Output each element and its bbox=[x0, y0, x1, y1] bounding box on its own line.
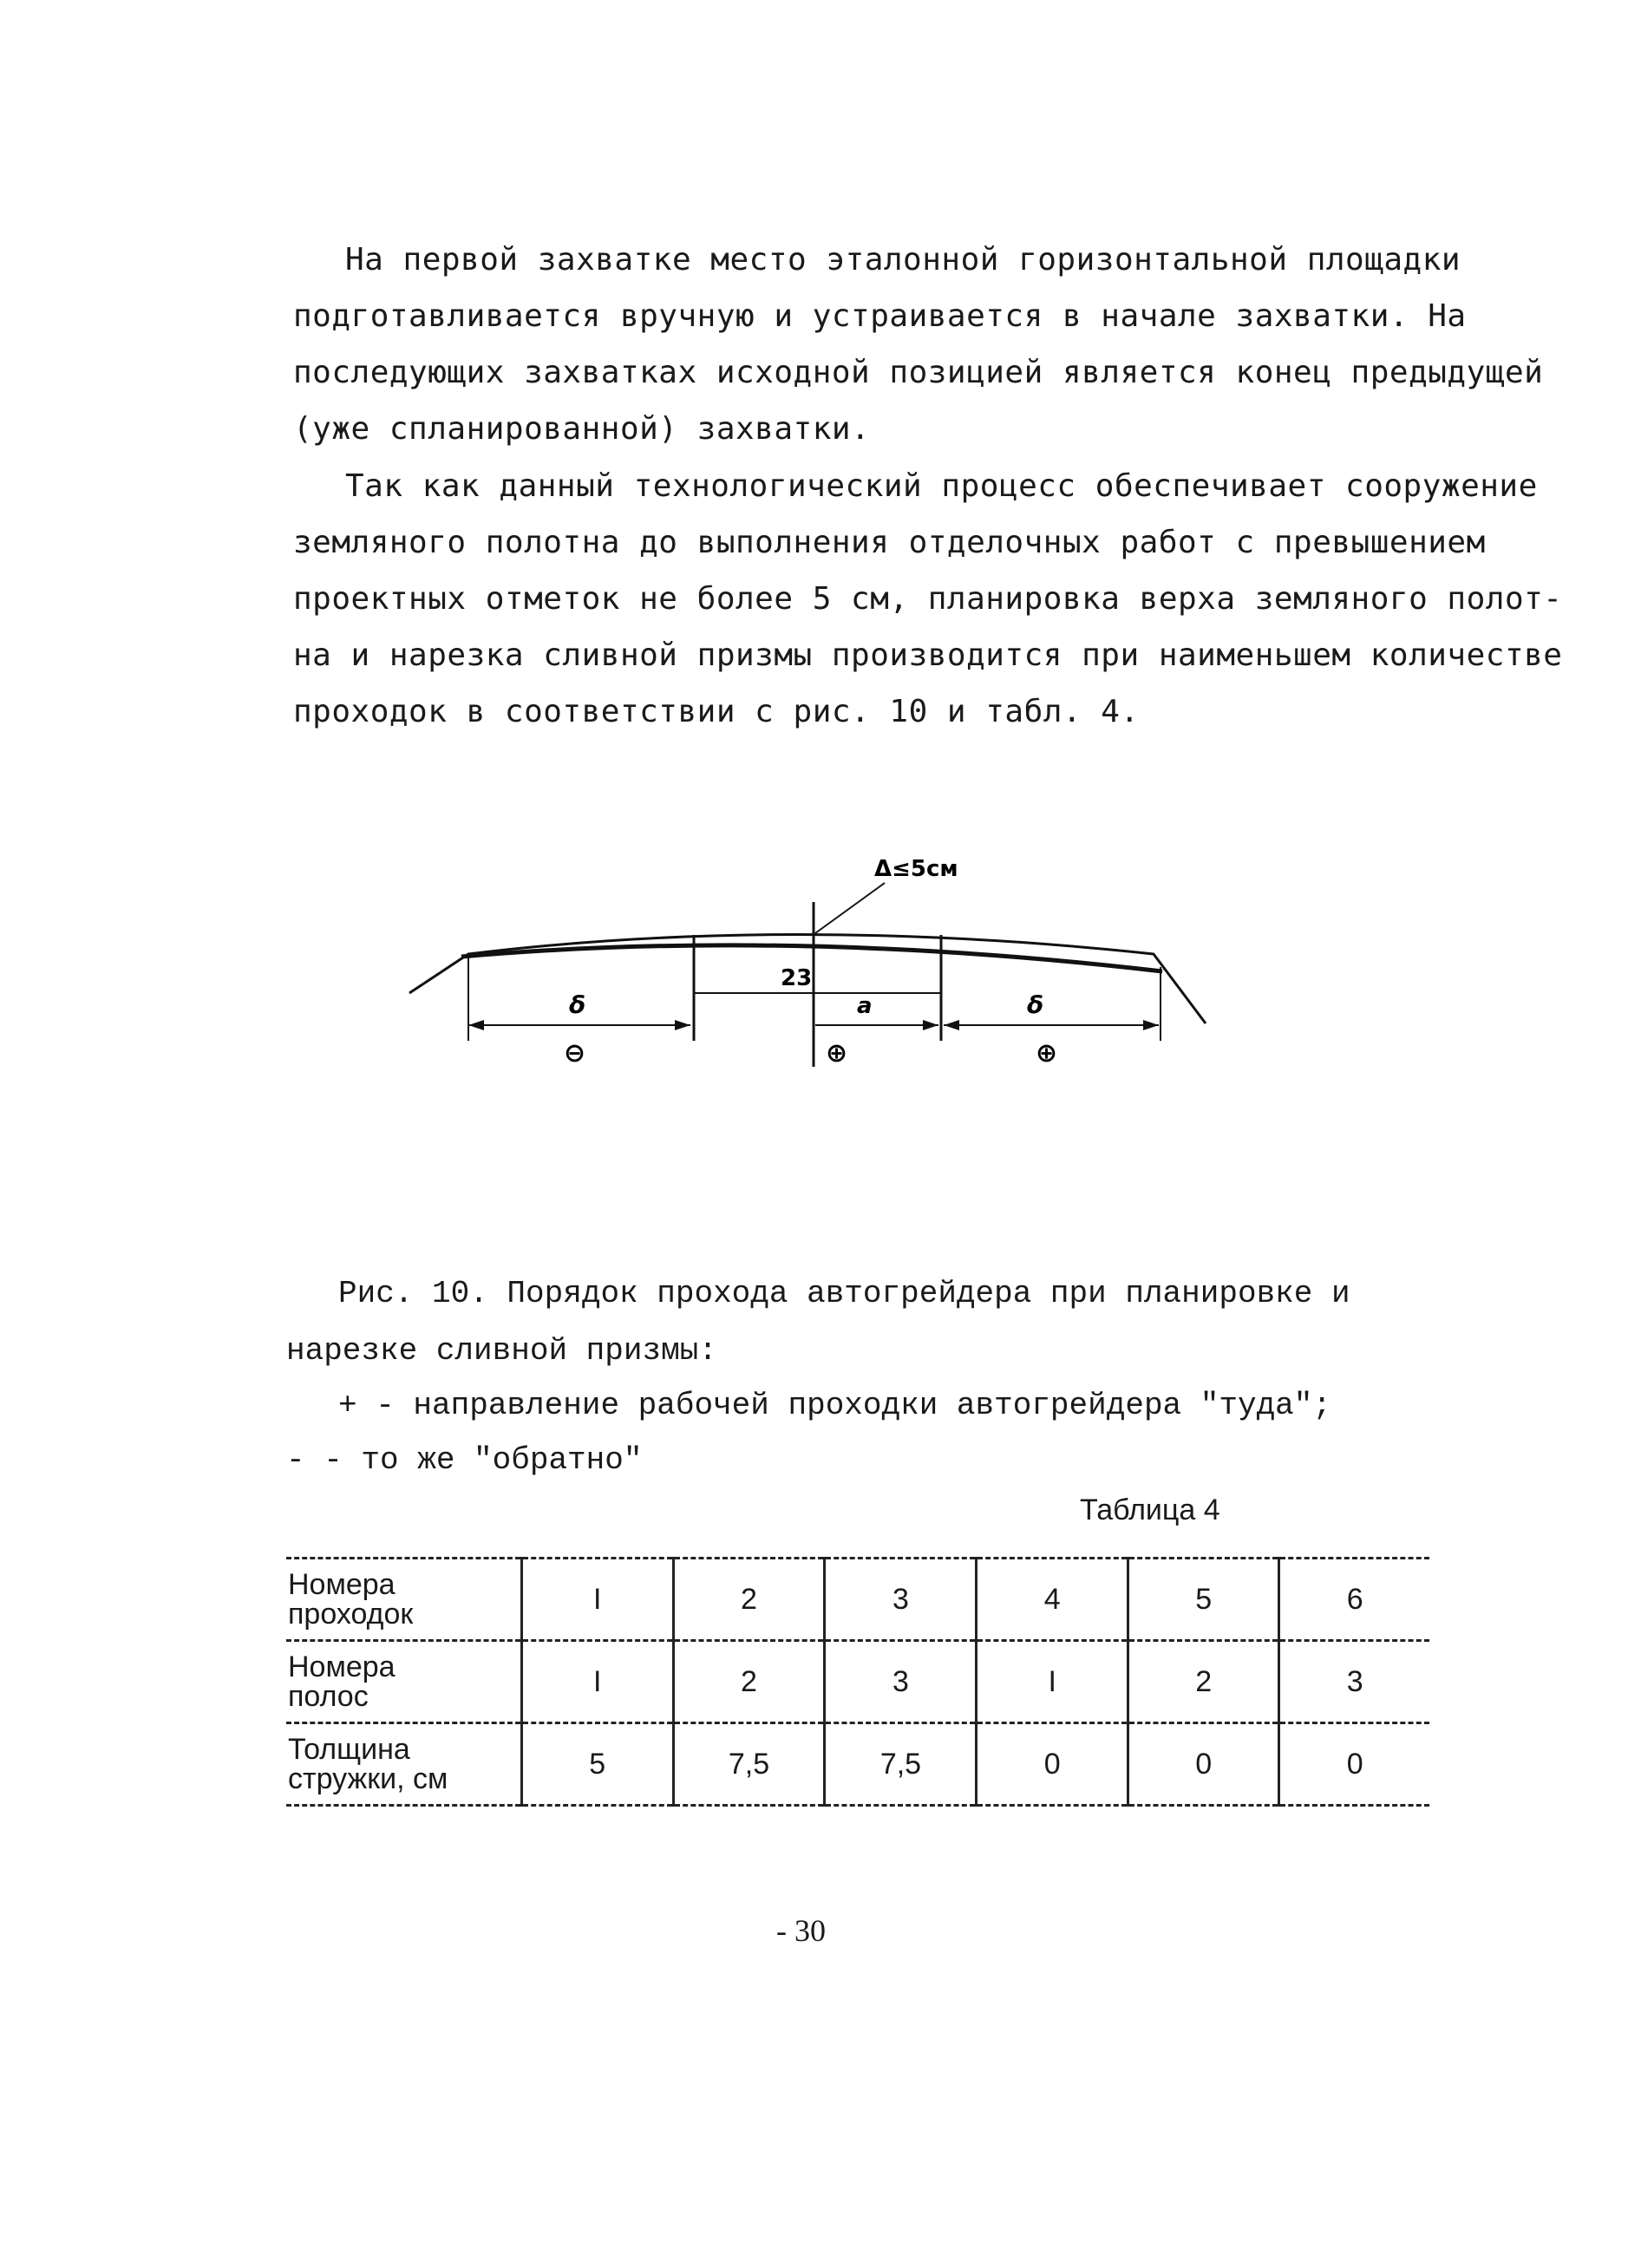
table-cell: 3 bbox=[825, 1641, 977, 1723]
table-cell: 4 bbox=[977, 1559, 1128, 1641]
table-cell: 3 bbox=[825, 1559, 977, 1641]
table-row-chip-thickness bbox=[286, 1723, 1429, 1806]
center-band-label: 23 bbox=[781, 965, 813, 991]
figure-grader-passes bbox=[399, 833, 1232, 1093]
row-header bbox=[286, 1723, 521, 1806]
right-arrow-head-end bbox=[1143, 1020, 1159, 1030]
table-title: Таблица 4 bbox=[1080, 1493, 1220, 1526]
row-header-line-1: Толщина bbox=[288, 1733, 410, 1766]
paragraph-1-line-3: последующих захватках исходной позицией является конец предыдущей bbox=[293, 355, 1544, 390]
row-header-line-1: Номера bbox=[288, 1650, 396, 1683]
right-arrow-head-start bbox=[944, 1020, 959, 1030]
paragraph-1-line-4: (уже спланированной) захватки. bbox=[293, 411, 871, 447]
table-cell: 2 bbox=[1128, 1641, 1279, 1723]
left-arrow-head-start bbox=[468, 1020, 484, 1030]
paragraph-2-line-1: Так как данный технологический процесс обеспечивает сооружение bbox=[345, 468, 1538, 504]
table-cell: 0 bbox=[1128, 1723, 1279, 1806]
paragraph-2-line-3: проектных отметок не более 5 см, планировка верха земляного полот- bbox=[293, 581, 1563, 617]
delta-label: Δ≤5см bbox=[874, 856, 958, 882]
row-header-line-1: Номера bbox=[288, 1568, 396, 1601]
center-arrow-head-end bbox=[923, 1020, 938, 1030]
page-number: - 30 bbox=[776, 1913, 826, 1948]
table-cell: 5 bbox=[1128, 1559, 1279, 1641]
table-cell: 7,5 bbox=[825, 1723, 977, 1806]
table-cell: I bbox=[977, 1641, 1128, 1723]
figure-diagram bbox=[399, 833, 1232, 1093]
table-row-strip-numbers bbox=[286, 1641, 1429, 1723]
caption-line-4: - - то же "обратно" bbox=[286, 1442, 643, 1478]
paragraph-2-line-5: проходок в соответствии с рис. 10 и табл. 4. bbox=[293, 694, 1140, 729]
center-direction-sign: ⊕ bbox=[826, 1038, 848, 1069]
table-cell: 7,5 bbox=[673, 1723, 825, 1806]
caption-line-2: нарезке сливной призмы: bbox=[286, 1333, 717, 1369]
row-header-line-2: проходок bbox=[288, 1598, 414, 1631]
table-cell: 0 bbox=[977, 1723, 1128, 1806]
table-cell: 3 bbox=[1279, 1641, 1429, 1723]
left-arrow-head-end bbox=[675, 1020, 690, 1030]
delta-leader-line bbox=[815, 883, 885, 933]
right-width-label: δ bbox=[1027, 990, 1044, 1019]
paragraph-2-line-4: на и нарезка сливной призмы производится при наименьшем количестве bbox=[293, 637, 1563, 673]
table-cell: I bbox=[521, 1559, 673, 1641]
paragraph-1-line-1: На первой захватке место эталонной горизонтальной площадки bbox=[345, 242, 1461, 278]
right-direction-sign: ⊕ bbox=[1036, 1038, 1058, 1069]
caption-line-1: Рис. 10. Порядок прохода автогрейдера при планировке и bbox=[338, 1276, 1350, 1311]
paragraph-1-line-2: подготавливается вручную и устраивается в начале захватки. На bbox=[293, 298, 1467, 334]
caption-line-3: + - направление рабочей проходки автогрейдера "туда"; bbox=[338, 1388, 1331, 1423]
table-cell: 6 bbox=[1279, 1559, 1429, 1641]
paragraph-2-line-2: земляного полотна до выполнения отделочных работ с превышением bbox=[293, 525, 1486, 560]
table-cell: 5 bbox=[521, 1723, 673, 1806]
left-width-label: δ bbox=[569, 990, 586, 1019]
table-cell: 2 bbox=[673, 1641, 825, 1723]
row-header bbox=[286, 1559, 521, 1641]
table-cell: I bbox=[521, 1641, 673, 1723]
table-cell: 2 bbox=[673, 1559, 825, 1641]
passes-table bbox=[286, 1557, 1429, 1807]
row-header-line-2: полос bbox=[288, 1680, 369, 1713]
left-direction-sign: ⊖ bbox=[564, 1038, 586, 1069]
table-row-pass-numbers bbox=[286, 1559, 1429, 1641]
row-header bbox=[286, 1641, 521, 1723]
table-cell: 0 bbox=[1279, 1723, 1429, 1806]
row-header-line-2: стружки, см bbox=[288, 1762, 448, 1795]
center-width-label: a bbox=[857, 993, 873, 1019]
